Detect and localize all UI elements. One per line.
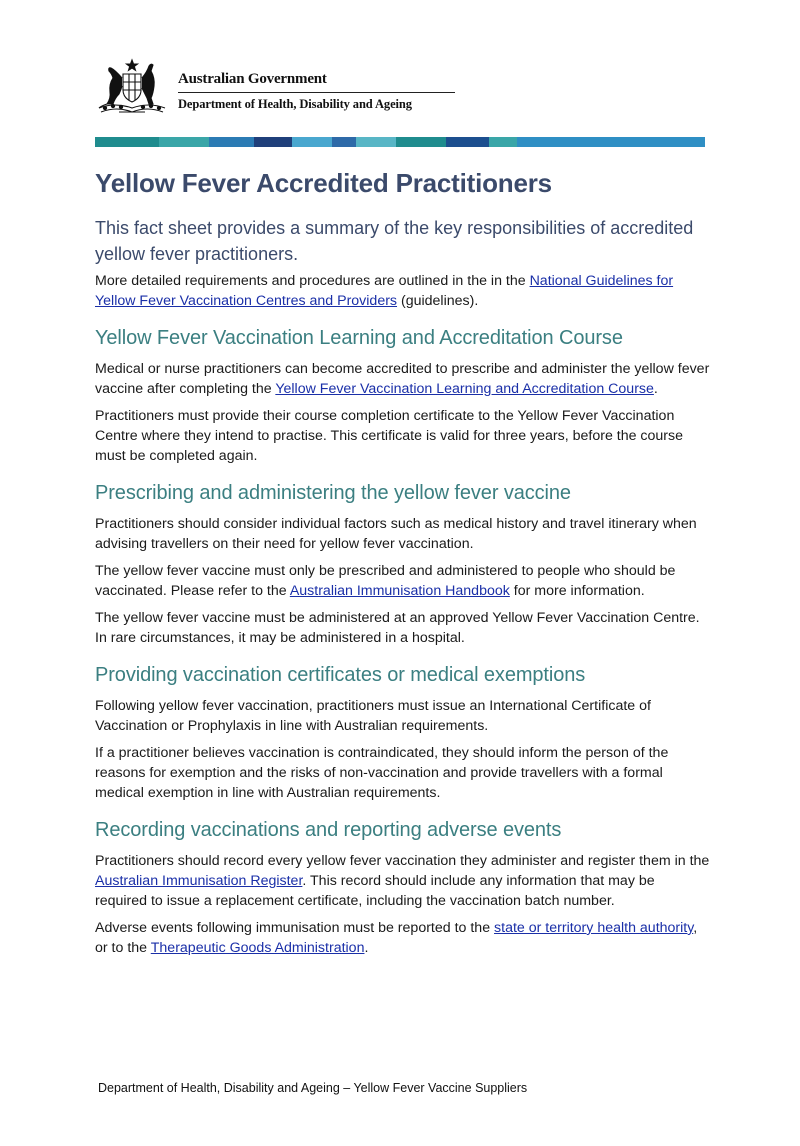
tga-link[interactable]: Therapeutic Goods Administration [150,940,365,956]
paragraph-suffix: . [364,940,369,956]
accreditation-course-link[interactable]: Yellow Fever Vaccination Learning and Accreditation Course [275,381,654,397]
paragraph: If a practitioner believes vaccination is contraindicated, they should inform the person of the reasons for exemption and the risks of non-vaccination and provide travellers with a formal medical exemption in line with Australian requirements. [95,745,669,801]
paragraph [95,851,710,911]
section-heading-prescribing: Prescribing and administering the yellow fever vaccine [95,482,571,504]
paragraph: Following yellow fever vaccination, practitioners must issue an International Certificate of Vaccination or Prophylaxis in line with Australian requirements. [95,698,651,734]
page-header [95,56,705,120]
stripe-segment [332,137,356,147]
intro-detail-text: More detailed requirements and procedures are outlined in the in the [95,273,530,289]
stripe-segment [489,137,517,147]
section-heading-course: Yellow Fever Vaccination Learning and Accreditation Course [95,327,623,349]
paragraph: The yellow fever vaccine must be administered at an approved Yellow Fever Vaccination Centre. In rare circumstances, it may be administered in a hospital. [95,610,700,646]
header-divider [178,92,455,93]
stripe-segment [209,137,254,147]
page-title: Yellow Fever Accredited Practitioners [95,168,552,198]
department-name: Department of Health, Disability and Ageing [178,97,412,111]
immunisation-register-link[interactable]: Australian Immunisation Register [95,873,303,889]
section-heading-recording: Recording vaccinations and reporting adverse events [95,819,562,841]
paragraph-suffix: . This record should include any information that may be required to issue a replacement certificate, including the vaccination batch number. [95,873,655,909]
paragraph-text: The yellow fever vaccine must only be prescribed and administered to people who should be vaccinated. Please refer to the [95,563,676,599]
government-name: Australian Government [178,71,327,87]
paragraph-suffix: for more information. [509,583,645,599]
immunisation-handbook-link[interactable]: Australian Immunisation Handbook [289,583,510,599]
paragraph: Practitioners should consider individual factors such as medical history and travel itinerary when advising travellers on their need for yellow fever vaccination. [95,516,697,552]
page-footer: Department of Health, Disability and Ageing – Yellow Fever Vaccine Suppliers [98,1081,528,1095]
main-content [95,165,710,965]
stripe-segment [396,137,446,147]
paragraph-text: Medical or nurse practitioners can become accredited to prescribe and administer the yellow fever vaccine after completing the [95,361,710,397]
stripe-segment [356,137,396,147]
national-guidelines-link[interactable]: National Guidelines for Yellow Fever Vaccination Centres and Providers [95,273,674,309]
paragraph-text: Practitioners should record every yellow fever vaccination they administer and register them in the [95,853,710,869]
stripe-segment [292,137,332,147]
paragraph: Practitioners must provide their course completion certificate to the Yellow Fever Vaccination Centre where they intend to practise. This certificate is valid for three years, before the course must be completed again. [95,408,684,464]
paragraph-text: Adverse events following immunisation must be reported to the [95,920,495,936]
state-health-authority-link[interactable]: state or territory health authority [494,920,694,936]
paragraph [95,561,710,601]
intro-summary: This fact sheet provides a summary of the key responsibilities of accredited yellow fever practitioners. [95,218,694,264]
paragraph-text: , or to the [95,920,698,956]
stripe-segment [446,137,489,147]
section-heading-certificates: Providing vaccination certificates or medical exemptions [95,664,586,686]
colour-stripe [95,137,705,147]
intro-detail-suffix: (guidelines). [397,293,479,309]
paragraph-suffix: . [653,381,658,397]
paragraph [95,918,710,958]
paragraph [95,359,710,399]
coat-of-arms-icon [95,58,169,116]
intro-detail [95,271,710,311]
stripe-segment [95,137,159,147]
stripe-segment [159,137,209,147]
stripe-segment [254,137,292,147]
stripe-segment [517,137,705,147]
